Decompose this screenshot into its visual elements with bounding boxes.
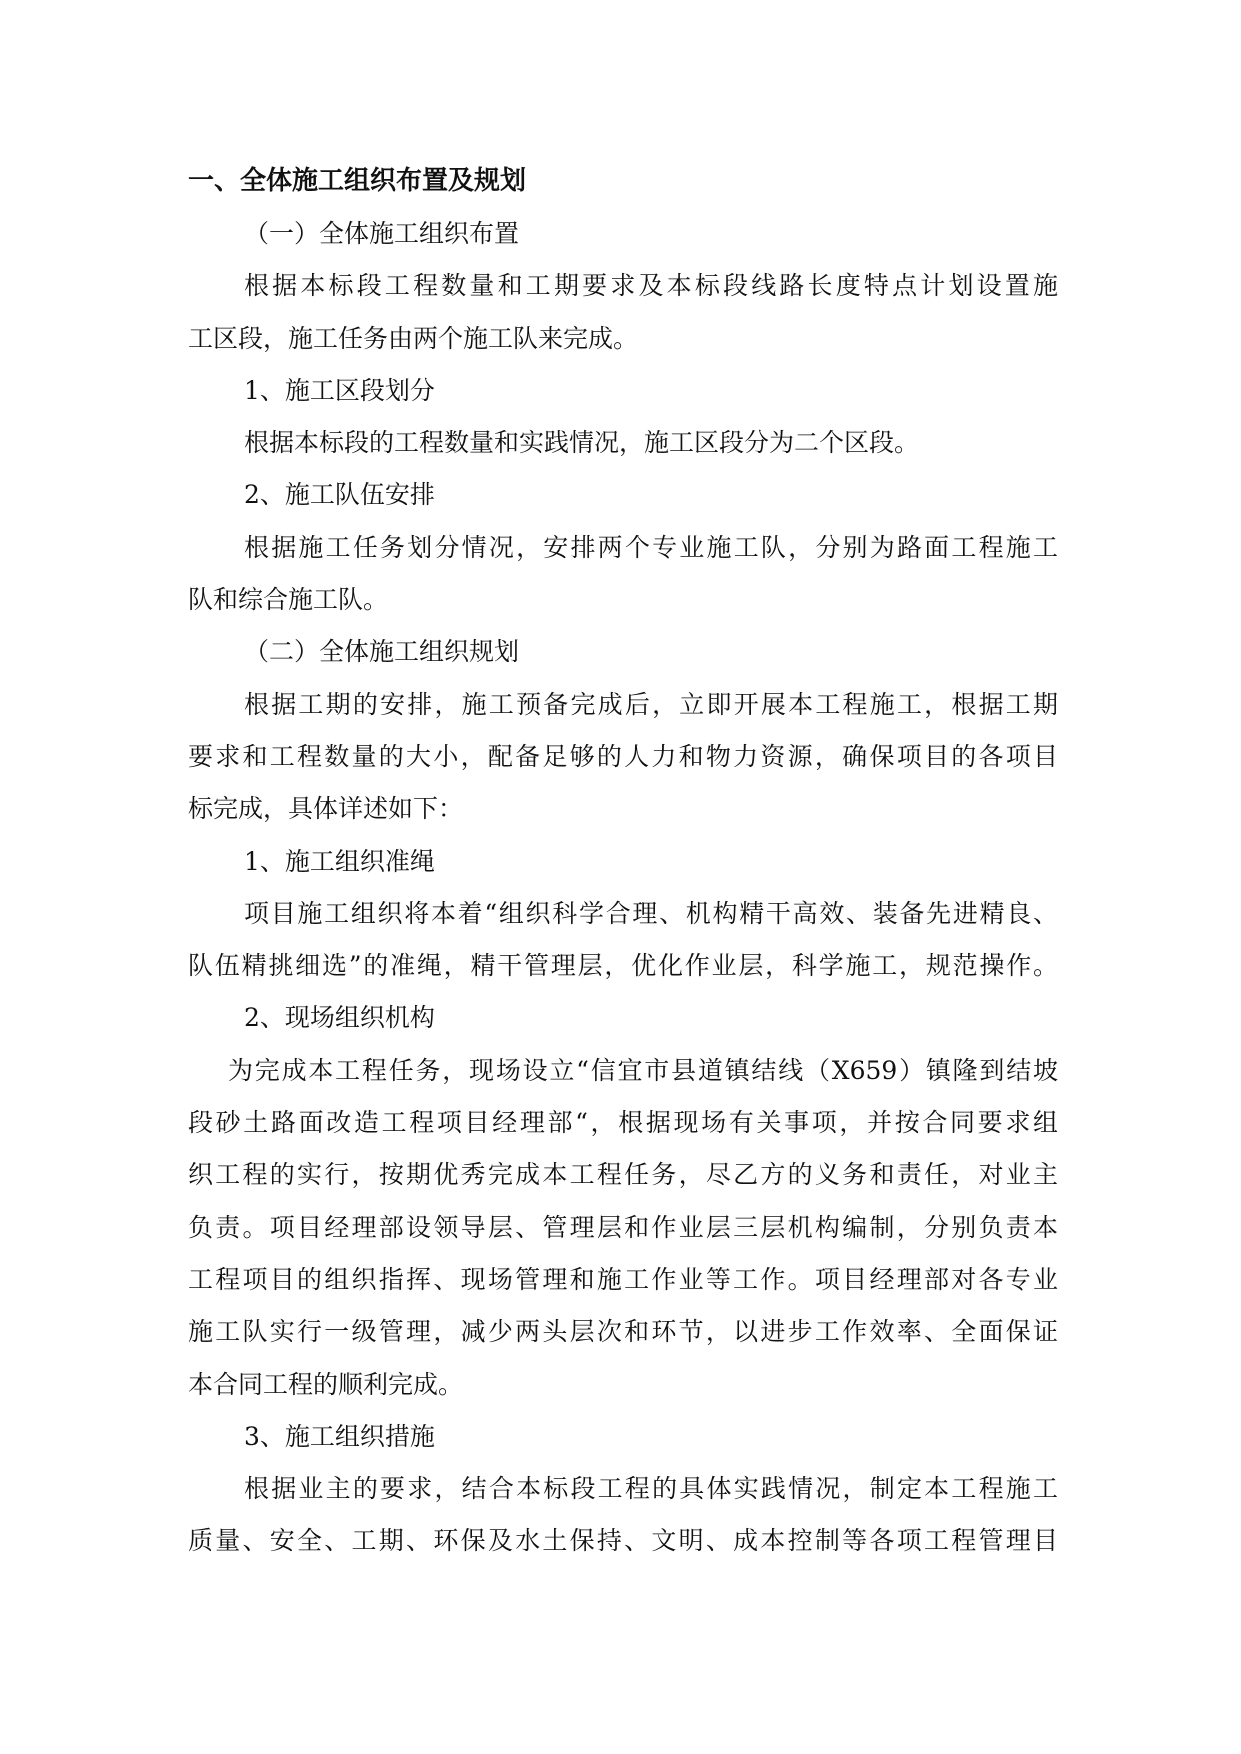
text-line: [188, 1306, 1058, 1358]
text-line: [188, 836, 1058, 888]
text-line: [188, 417, 1058, 469]
text-line: [188, 208, 1058, 260]
text-line-content: 段砂土路面改造工程项目经理部“，根据现场有关事项，并按合同要求组: [188, 1108, 1058, 1138]
text-line: [188, 1254, 1058, 1306]
text-line: [188, 1045, 1058, 1097]
text-line-content: 要求和工程数量的大小，配备足够的人力和物力资源，确保项目的各项目: [188, 741, 1058, 771]
text-line-content: 施工队实行一级管理，减少两头层次和环节，以进步工作效率、全面保证: [188, 1317, 1058, 1347]
text-line: [188, 626, 1058, 678]
text-line: [188, 888, 1058, 940]
text-line-content: 根据业主的要求，结合本标段工程的具体实践情况，制定本工程施工: [244, 1474, 1058, 1504]
text-line-content: 根据施工任务划分情况，安排两个专业施工队，分别为路面工程施工: [244, 532, 1058, 562]
document-body: [188, 154, 1058, 1568]
text-line: [188, 574, 1058, 626]
text-line-content: （二）全体施工组织规划: [244, 637, 520, 667]
text-line-content: 队和综合施工队。: [188, 585, 389, 615]
text-line-content: 根据本标段的工程数量和实践情况，施工区段分为二个区段。: [244, 428, 920, 458]
text-line: [188, 992, 1058, 1044]
text-line: [188, 731, 1058, 783]
text-line-content: 1、施工组织准绳: [244, 846, 435, 876]
text-line-content: 本合同工程的顺利完成。: [188, 1369, 464, 1399]
text-line-content: 根据本标段工程数量和工期要求及本标段线路长度特点计划设置施: [244, 271, 1058, 301]
text-line: [188, 522, 1058, 574]
text-line: [188, 1149, 1058, 1201]
text-line-content: 3、施工组织措施: [244, 1421, 435, 1451]
text-line-content: 工区段，施工任务由两个施工队来完成。: [188, 323, 639, 353]
text-line-content: 项目施工组织将本着“组织科学合理、机构精干高效、装备先进精良、: [244, 898, 1058, 928]
text-line: [188, 1202, 1058, 1254]
text-line: [188, 469, 1058, 521]
text-line-content: 负责。项目经理部设领导层、管理层和作业层三层机构编制，分别负责本: [188, 1212, 1058, 1242]
text-line: [188, 679, 1058, 731]
text-line: [188, 783, 1058, 835]
text-line-content: （一）全体施工组织布置: [244, 219, 520, 248]
text-line-content: 2、现场组织机构: [244, 1003, 435, 1033]
text-line-content: 1、施工区段划分: [244, 375, 435, 405]
text-line: [188, 1515, 1058, 1567]
text-line-content: 质量、安全、工期、环保及水土保持、文明、成本控制等各项工程管理目: [188, 1526, 1058, 1556]
text-line: [188, 365, 1058, 417]
section-heading: 一、全体施工组织布置及规划: [188, 166, 527, 196]
text-line-content: 织工程的实行，按期优秀完成本工程任务，尽乙方的义务和责任，对业主: [188, 1160, 1058, 1190]
text-line: [188, 260, 1058, 312]
text-line-content: 2、施工队伍安排: [244, 480, 435, 510]
text-line-content: 根据工期的安排，施工预备完成后，立即开展本工程施工，根据工期: [244, 689, 1058, 719]
text-line: [188, 1097, 1058, 1149]
text-line-content: 队伍精挑细选”的准绳，精干管理层，优化作业层，科学施工，规范操作。: [188, 951, 1058, 981]
text-line: [188, 313, 1058, 365]
text-line: [188, 1359, 1058, 1411]
text-line: [188, 1411, 1058, 1463]
text-line: [188, 1463, 1058, 1515]
paragraph-lines: [188, 208, 1058, 1568]
text-line-content: 为完成本工程任务，现场设立“信宜市县道镇结线（X659）镇隆到结坡: [228, 1055, 1058, 1085]
text-line-content: 工程项目的组织指挥、现场管理和施工作业等工作。项目经理部对各专业: [188, 1264, 1058, 1294]
text-line: [188, 940, 1058, 992]
text-line-content: 标完成，具体详述如下：: [188, 794, 464, 824]
